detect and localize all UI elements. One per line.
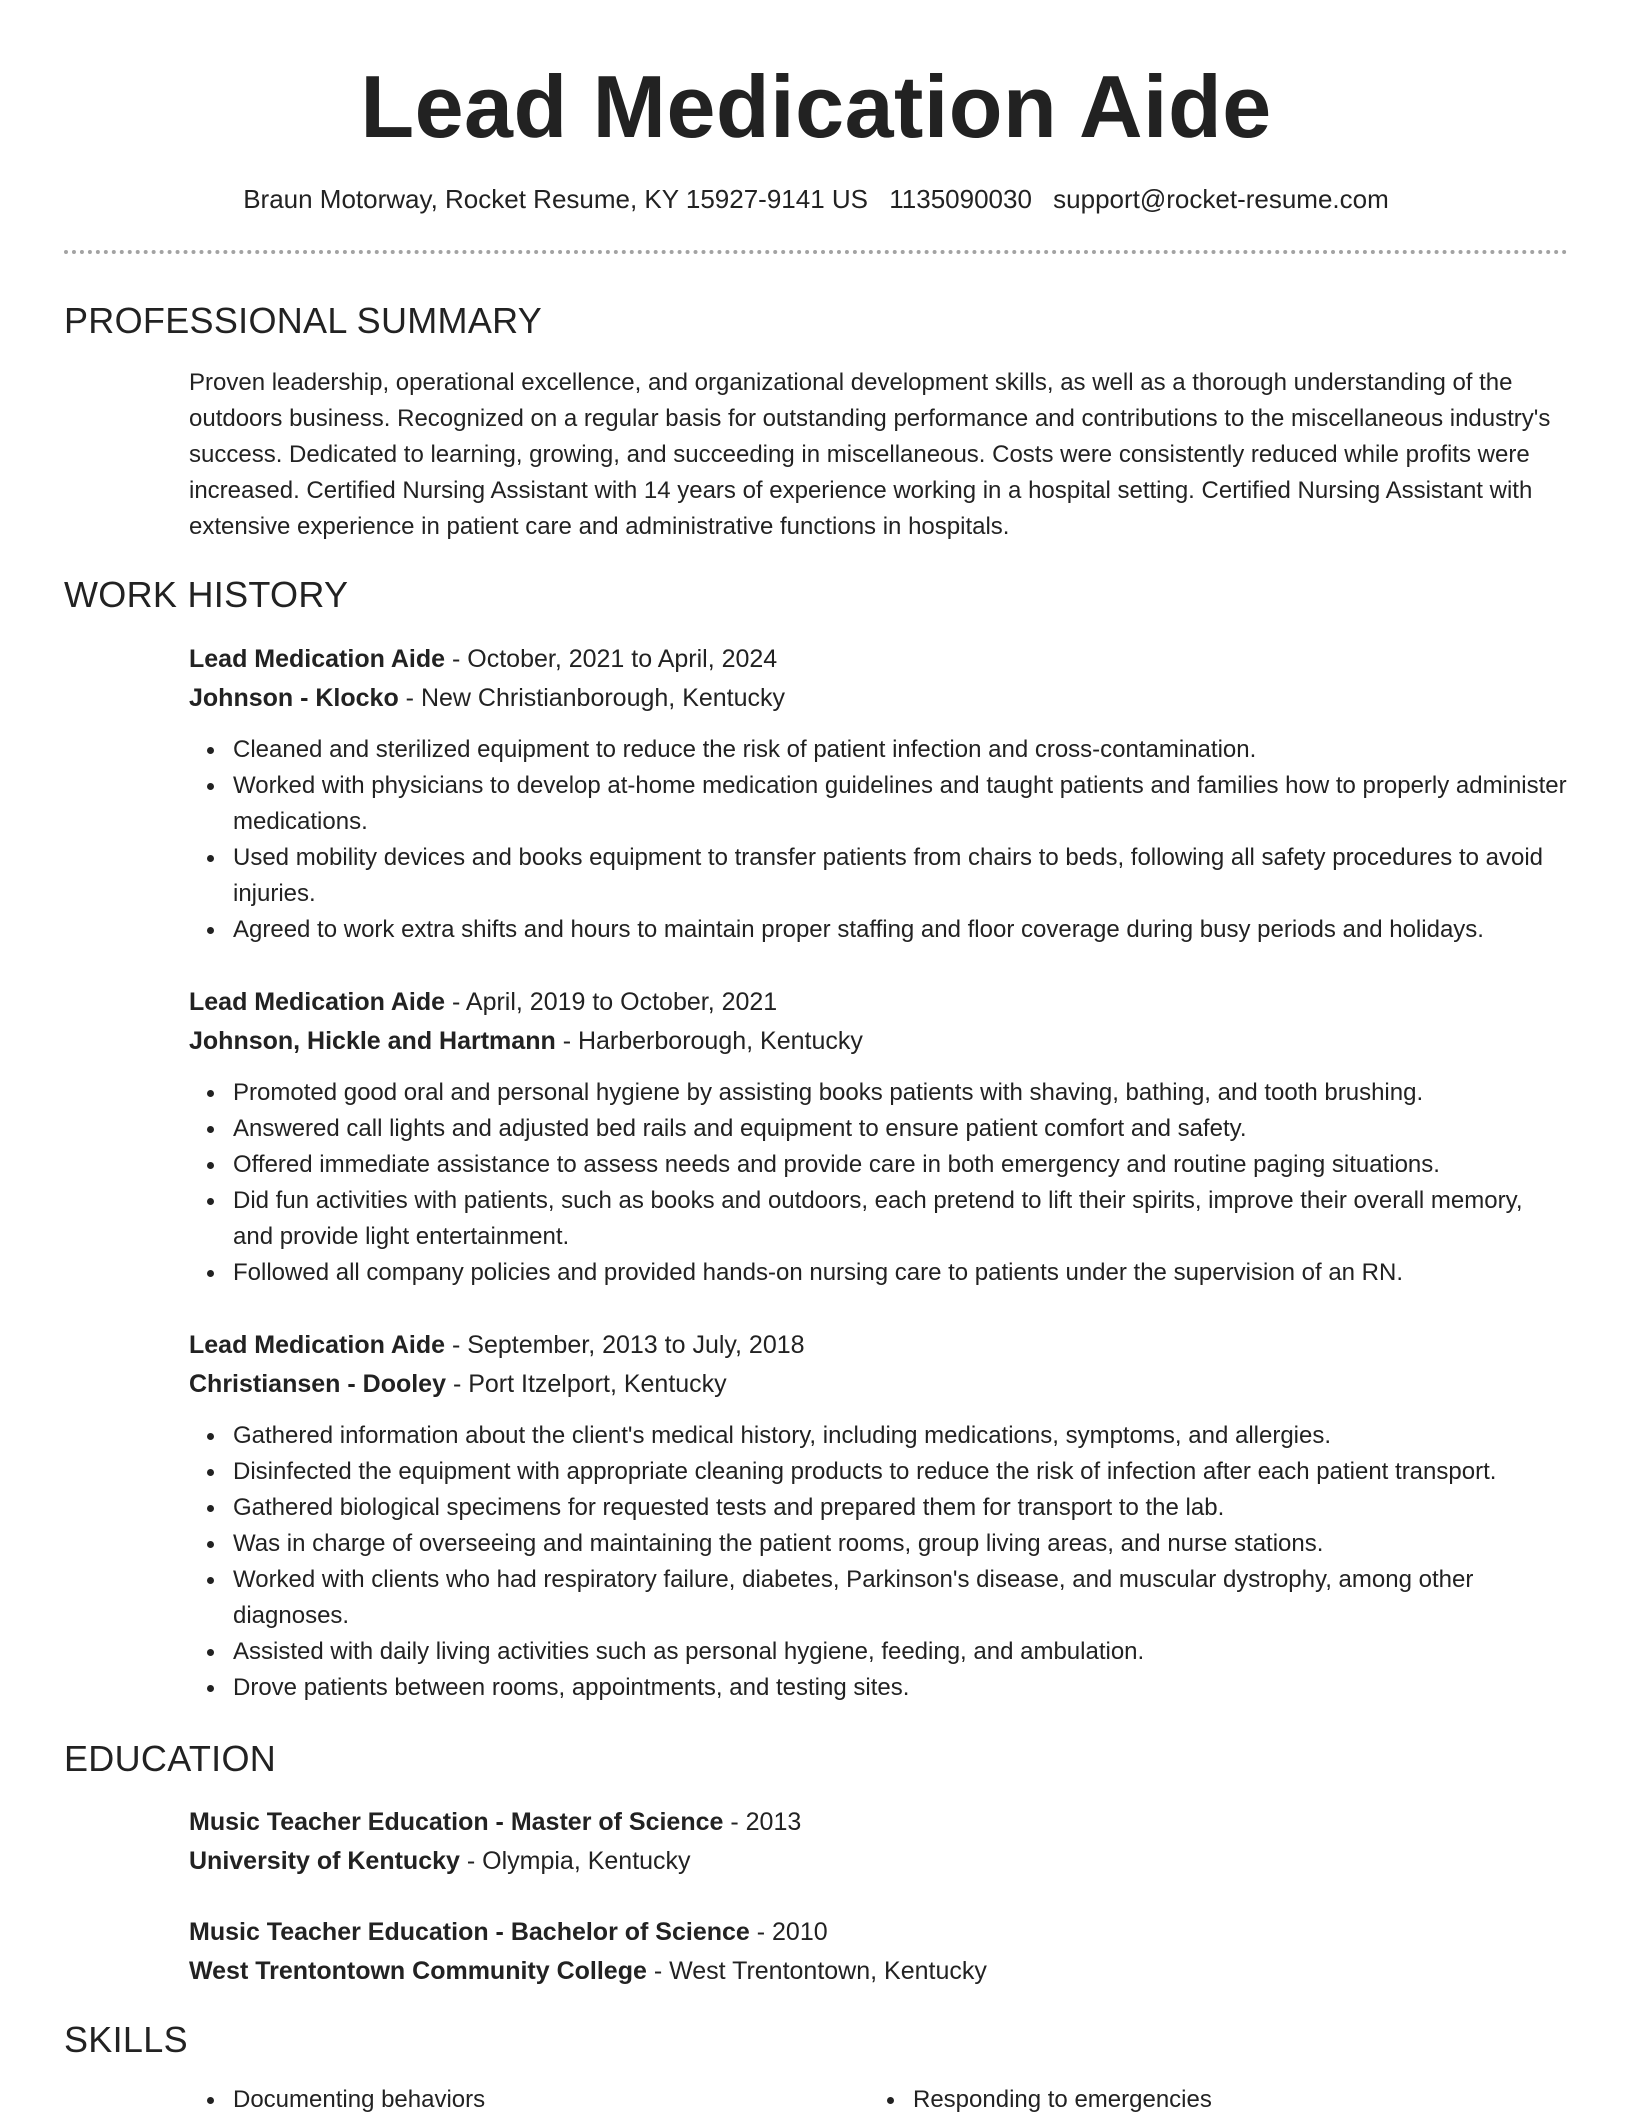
skill-item: Responding to emergencies [913, 2082, 1212, 2118]
education-degree: Music Teacher Education - Bachelor of Science [189, 1918, 750, 1946]
job-duties [189, 732, 1569, 948]
job-entry [189, 983, 1569, 1291]
education-school: University of Kentucky [189, 1847, 460, 1875]
contact-line [0, 182, 1632, 216]
job-duty-item: Drove patients between rooms, appointments, and testing sites. [233, 1670, 1569, 1706]
work-history-heading: WORK HISTORY [64, 574, 349, 615]
summary-text: Proven leadership, operational excellence, and organizational development skills, as well as a thorough understanding of the outdoors business. Recognized on a regular basis for outstanding performance and contributions to the miscellaneous industry's success. Dedicated to learning, growing, and succeeding in miscellaneous. Costs were consistently reduced while profits were increased. Certified Nursing Assistant with 14 years of experience working in a hospital setting. Certified Nursing Assistant with extensive experience in patient care and administrative functions in hospitals. [189, 369, 1551, 540]
job-company: Johnson - Klocko [189, 684, 399, 712]
job-entry [189, 1326, 1569, 1706]
candidate-name: Lead Medication Aide [360, 57, 1272, 156]
job-entry [189, 640, 1569, 948]
job-company-line [189, 1365, 1569, 1404]
job-title-line [189, 640, 1569, 679]
job-duty-item: Followed all company policies and provided hands-on nursing care to patients under the supervision of an RN. [233, 1255, 1569, 1291]
job-duty-item: Worked with clients who had respiratory failure, diabetes, Parkinson's disease, and muscular dystrophy, among other diagnoses. [233, 1562, 1569, 1634]
education-location: - Olympia, Kentucky [459, 1847, 691, 1875]
education-heading: EDUCATION [64, 1738, 277, 1779]
summary-heading: PROFESSIONAL SUMMARY [64, 300, 543, 341]
education-entry [189, 1803, 1569, 1881]
job-duty-item: Disinfected the equipment with appropriate cleaning products to reduce the risk of infection after each patient transport. [233, 1454, 1569, 1490]
job-location: - Harberborough, Kentucky [555, 1027, 863, 1055]
education-degree-line [189, 1803, 1569, 1842]
job-dates: - April, 2019 to October, 2021 [445, 988, 778, 1016]
job-duty-item: Used mobility devices and books equipment to transfer patients from chairs to beds, following all safety procedures to avoid injuries. [233, 840, 1569, 912]
education-year: - 2013 [723, 1808, 802, 1836]
job-duty-item: Offered immediate assistance to assess needs and provide care in both emergency and routine paging situations. [233, 1147, 1569, 1183]
education-year: - 2010 [749, 1918, 828, 1946]
job-duty-item: Did fun activities with patients, such as books and outdoors, each pretend to lift their spirits, improve their overall memory, and provide light entertainment. [233, 1183, 1569, 1255]
job-duty-item: Was in charge of overseeing and maintaining the patient rooms, group living areas, and nurse stations. [233, 1526, 1569, 1562]
job-role: Lead Medication Aide [189, 1331, 446, 1359]
education-school-line [189, 1952, 1569, 1991]
job-company: Christiansen - Dooley [189, 1370, 446, 1398]
job-duty-item: Agreed to work extra shifts and hours to maintain proper staffing and floor coverage during busy periods and holidays. [233, 912, 1569, 948]
education-location: - West Trentontown, Kentucky [646, 1957, 987, 1985]
job-duties [189, 1418, 1569, 1706]
education-degree-line [189, 1913, 1569, 1952]
job-title-line [189, 983, 1569, 1022]
job-location: - Port Itzelport, Kentucky [446, 1370, 727, 1398]
job-role: Lead Medication Aide [189, 988, 446, 1016]
job-role: Lead Medication Aide [189, 645, 446, 673]
education-degree: Music Teacher Education - Master of Science [189, 1808, 724, 1836]
education-entry [189, 1913, 1569, 1991]
job-duty-item: Answered call lights and adjusted bed rails and equipment to ensure patient comfort and safety. [233, 1111, 1569, 1147]
job-company-line [189, 679, 1569, 718]
header-divider [64, 250, 1568, 254]
job-dates: - October, 2021 to April, 2024 [445, 645, 778, 673]
job-company: Johnson, Hickle and Hartmann [189, 1027, 556, 1055]
job-duty-item: Worked with physicians to develop at-home medication guidelines and taught patients and families how to properly administer medications. [233, 768, 1569, 840]
job-duty-item: Cleaned and sterilized equipment to reduce the risk of patient infection and cross-contamination. [233, 732, 1569, 768]
job-location: - New Christianborough, Kentucky [398, 684, 786, 712]
job-duty-item: Gathered biological specimens for requested tests and prepared them for transport to the lab. [233, 1490, 1569, 1526]
job-duty-item: Promoted good oral and personal hygiene by assisting books patients with shaving, bathing, and tooth brushing. [233, 1075, 1569, 1111]
job-duty-item: Assisted with daily living activities such as personal hygiene, feeding, and ambulation. [233, 1634, 1569, 1670]
skills-heading: SKILLS [64, 2019, 188, 2060]
job-company-line [189, 1022, 1569, 1061]
skill-item: Documenting behaviors [233, 2082, 485, 2118]
contact-address: Braun Motorway, Rocket Resume, KY 15927-9141 US [243, 184, 869, 214]
job-dates: - September, 2013 to July, 2018 [445, 1331, 805, 1359]
job-duties [189, 1075, 1569, 1291]
job-title-line [189, 1326, 1569, 1365]
education-school-line [189, 1842, 1569, 1881]
education-school: West Trentontown Community College [189, 1957, 647, 1985]
contact-phone: 1135090030 [889, 184, 1032, 214]
job-duty-item: Gathered information about the client's medical history, including medications, symptoms, and allergies. [233, 1418, 1569, 1454]
contact-email[interactable]: support@rocket-resume.com [1053, 184, 1389, 214]
